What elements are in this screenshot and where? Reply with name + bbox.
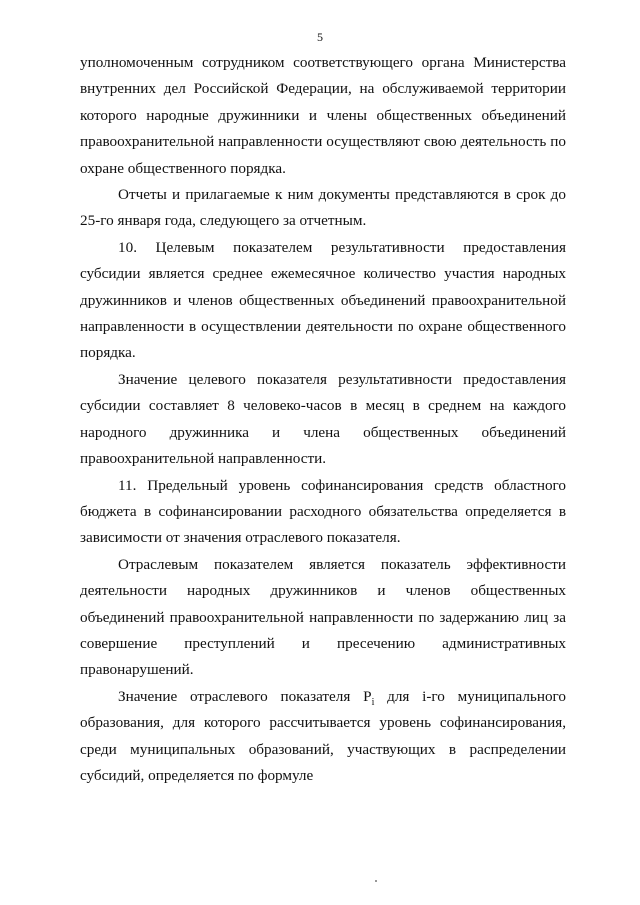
paragraph-reports-deadline: Отчеты и прилагаемые к ним документы представляются в срок до 25-го января года, следующего за отчетным.: [80, 186, 566, 230]
paragraph-continuation: уполномоченным сотрудником соответствующего органа Министерства внутренних дел Российской Федерации, на обслуживаемой территории которого народные дружинники и члены общественных объединений правоохранительной направленности осуществляют свою деятельность по охране общественного порядка.: [80, 54, 566, 177]
paragraph-sector-indicator: Отраслевым показателем является показатель эффективности деятельности народных дружинников и членов общественных объединений правоохранительной направленности по задержанию лиц за совершение преступлений и пресечению административных правонарушений.: [80, 555, 566, 679]
page-number: 5: [317, 30, 323, 44]
document-body: [80, 50, 566, 789]
formula-subscript: i: [371, 696, 375, 708]
paragraph-target-value: Значение целевого показателя результативности предоставления субсидии составляет 8 человеко-часов в месяц в среднем на каждого народного дружинника и члена общественных объединений правоохранительной направленности.: [80, 370, 566, 468]
paragraph-item-10: 10. Целевым показателем результативности предоставления субсидии является среднее ежемесячное количество участия народных дружинников и членов общественных объединений правоохранительной направленности в осуществлении деятельности по охране общественного порядка.: [80, 238, 566, 362]
paragraph-indicator-formula: [80, 684, 566, 790]
formula-text-after: для i-го муниципального образования, для которого рассчитывается уровень софинансирования, среди муниципальных образований, участвующих в распределении субсидий, определяется по формуле: [80, 687, 566, 784]
scan-speck: [375, 880, 377, 882]
formula-text-before: Значение отраслевого показателя P: [118, 687, 372, 705]
paragraph-item-11: 11. Предельный уровень софинансирования средств областного бюджета в софинансировании расходного обязательства определяется в зависимости от значения отраслевого показателя.: [80, 476, 566, 547]
